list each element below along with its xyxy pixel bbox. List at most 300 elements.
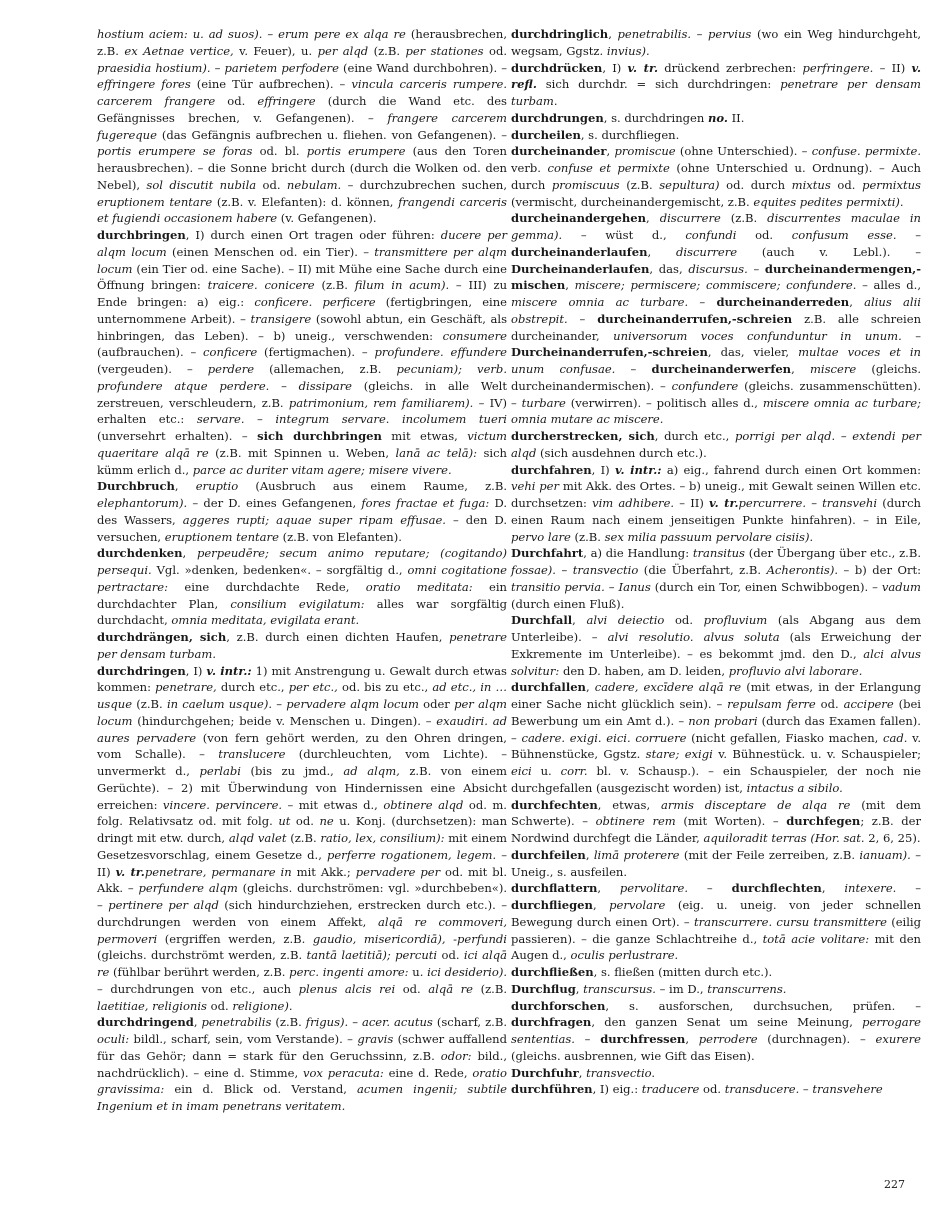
latin-text: obtinere alqd bbox=[383, 797, 464, 812]
latin-text: discurrere bbox=[675, 244, 738, 259]
german-text: – Uneig., s. ausfeilen. bbox=[511, 847, 921, 879]
latin-text: effringere bbox=[257, 94, 316, 108]
german-text: – IV) erhalten etc.: bbox=[97, 395, 507, 427]
dictionary-entry bbox=[511, 981, 921, 998]
latin-text: mixtus bbox=[791, 177, 831, 192]
latin-text: vehi per bbox=[511, 479, 560, 494]
latin-text: confuse. permixte. bbox=[811, 144, 921, 159]
latin-text: ut bbox=[278, 814, 291, 829]
headword: durchfeilen bbox=[511, 847, 586, 862]
dictionary-entry bbox=[511, 545, 921, 612]
dictionary-entry bbox=[97, 478, 507, 545]
german-text: , a) die Handlung: bbox=[583, 546, 693, 561]
latin-text: aggeres rupti; aquae super ripam effusae. bbox=[182, 512, 446, 527]
german-text: , bbox=[606, 144, 615, 159]
latin-text: confundere bbox=[671, 378, 739, 393]
german-text: , bbox=[608, 27, 618, 41]
headword: durchdringend bbox=[97, 1015, 194, 1030]
latin-text: sol discutit nubila bbox=[146, 177, 257, 192]
latin-text: alqā re commoveri, permoveri bbox=[97, 914, 507, 946]
latin-text: filum in acum). bbox=[354, 278, 450, 293]
latin-text: laetitiae, religionis bbox=[97, 998, 207, 1013]
german-text: sich durchdr. = sich durchdringen: bbox=[536, 77, 781, 92]
german-text: 1) mit Anstrengung u. Gewalt durch etwas kommen: bbox=[97, 663, 507, 695]
latin-text: vincere. pervincere. bbox=[162, 797, 283, 812]
latin-text: fores fractae et fuga: bbox=[361, 496, 490, 510]
headword: sich durchbringen bbox=[257, 429, 382, 443]
latin-text: transcursus. bbox=[583, 981, 656, 996]
latin-text: transmittere per alqm locum bbox=[97, 244, 507, 276]
latin-text: in caelum usque). – pervadere alqm locum bbox=[166, 697, 419, 711]
headword: durchdrungen bbox=[511, 110, 604, 125]
german-text: , s. durchdringen bbox=[603, 110, 708, 125]
headword: v. intr.: bbox=[206, 663, 252, 678]
german-text: od. bbox=[664, 613, 704, 628]
german-text: , bbox=[646, 211, 660, 226]
german-text: u. bbox=[408, 965, 428, 979]
latin-text: discurrentes maculae in gemma). bbox=[511, 211, 921, 242]
latin-text: corr. bbox=[560, 764, 588, 778]
latin-text: servare. – integrum servare. incolumem tueri bbox=[196, 412, 507, 427]
latin-text: perrogare sententias. bbox=[511, 1015, 921, 1046]
german-text: od. bbox=[699, 1082, 725, 1097]
german-text: (ohne Unterschied u. Ordnung). – Auch durch bbox=[511, 161, 921, 192]
latin-text: non probari bbox=[688, 713, 758, 728]
german-text: (scharf, z.B. bbox=[432, 1015, 507, 1030]
latin-text: frigus). – acer. acutus bbox=[305, 1015, 433, 1030]
latin-text: perdere bbox=[207, 362, 255, 376]
headword: durchführen bbox=[511, 1082, 593, 1097]
dictionary-entry bbox=[511, 110, 921, 127]
german-text: , s. fließen (mitten durch etc.). bbox=[593, 965, 773, 979]
german-text: od. durch bbox=[719, 177, 792, 192]
headword: durchfechten bbox=[511, 797, 598, 812]
latin-text: stare; exigi bbox=[645, 747, 713, 762]
german-text: (das Gefängnis aufbrechen u. fliehen. von Gefangenen). – bbox=[156, 127, 507, 142]
german-text: , s. durchfliegen. bbox=[580, 127, 680, 142]
latin-text: ici desiderio). bbox=[427, 965, 508, 979]
latin-text: ratio, lex, consilium): bbox=[320, 831, 445, 845]
german-text: od. m. folg. Relativsatz od. mit folg. bbox=[97, 797, 507, 829]
latin-text: odor: bbox=[440, 1048, 472, 1063]
german-text: (unversehrt erhalten). – bbox=[97, 429, 258, 443]
latin-text: oculis perlustrare. bbox=[570, 948, 679, 963]
german-text: (verwirren). – politisch alles d., bbox=[565, 395, 763, 410]
latin-text: equites pedites permixti). bbox=[753, 194, 904, 209]
german-text: , bbox=[597, 881, 620, 896]
german-text: bildl., scharf, sein, vom Verstande). – bbox=[129, 1032, 358, 1046]
german-text: – durchdrungen von etc., auch bbox=[97, 981, 299, 996]
german-text: , I) eig.: bbox=[592, 1082, 642, 1097]
latin-text: effringere fores bbox=[97, 77, 191, 92]
latin-text: gaudio, misericordiā), -perfundi bbox=[312, 931, 507, 946]
german-text: , I) bbox=[602, 60, 628, 75]
german-text: II. bbox=[727, 110, 745, 125]
german-text: a) eig., fahrend durch einen Ort kommen: bbox=[661, 462, 921, 477]
latin-text: perpeudēre; secum animo reputare; (cogitando) persequi. bbox=[97, 546, 508, 577]
latin-text: religione). bbox=[232, 998, 293, 1013]
headword: v. tr. bbox=[627, 60, 659, 75]
german-text: – alles d., bbox=[856, 278, 921, 293]
dictionary-entry bbox=[511, 1065, 921, 1082]
latin-text: transvectio. bbox=[586, 1065, 656, 1080]
german-text: , s. ausforschen, durchsuchen, prüfen. – bbox=[605, 998, 921, 1013]
german-text: verb. bbox=[511, 161, 548, 175]
german-text: u. Konj. (durchsetzen): man dringt mit etw. durch, bbox=[97, 814, 508, 845]
german-text: (eine Tür aufbrechen). – bbox=[190, 77, 352, 92]
latin-text: per etc., bbox=[288, 680, 338, 695]
german-text: (hindurchgehen; beide v. Menschen u. Dingen). – bbox=[132, 713, 437, 728]
headword: durchfressen bbox=[600, 1032, 686, 1046]
german-text: – II) bbox=[674, 496, 710, 510]
latin-text: cadere, excīdere alqā re bbox=[594, 680, 742, 695]
german-text: od. bbox=[815, 697, 844, 711]
latin-text: gravis bbox=[357, 1032, 394, 1046]
german-text: (auch v. Lebl.). – bbox=[737, 244, 921, 259]
german-text: ein d. Blick od. Verstand, bbox=[164, 1082, 358, 1097]
german-text: (durch die Wand etc. des Gefängnisses brechen, v. Gefangenen). – bbox=[97, 94, 507, 125]
german-text: od. bbox=[290, 814, 320, 829]
latin-text: elephantorum). bbox=[97, 496, 188, 510]
dictionary-entry bbox=[511, 847, 921, 881]
german-text: bl. v. Schausp.). – ein Schauspieler, der noch nie durchgefallen (ausgezischt worden) ist, bbox=[511, 764, 921, 795]
german-text: mit einem Gesetzesvorschlag, einem Gesetze d., bbox=[97, 831, 507, 862]
german-text: – bbox=[896, 881, 921, 896]
latin-text: portis erumpere se foras bbox=[97, 144, 253, 159]
german-text: – bbox=[615, 362, 652, 376]
headword: durcheinanderlaufen bbox=[511, 244, 648, 259]
latin-text: miscere bbox=[809, 362, 857, 376]
german-text: (wo ein Weg hindurchgeht, wegsam, Ggstz. bbox=[511, 27, 921, 58]
german-text: 2, 6, 25). bbox=[864, 831, 921, 845]
german-text: – II) bbox=[873, 60, 912, 75]
german-text: – bbox=[574, 1032, 601, 1046]
dictionary-entry bbox=[511, 428, 921, 462]
latin-text: conficere. perficere bbox=[254, 295, 376, 309]
german-text: (als Erweichung der Exkremente im Unterleibe). – es bekommt jmd. den D., bbox=[511, 630, 921, 661]
latin-text: percurrere. – transvehi bbox=[738, 496, 878, 510]
page-number: 227 bbox=[884, 1178, 905, 1191]
latin-text: ici alqā re bbox=[97, 948, 507, 979]
german-text: eine d. Rede, bbox=[383, 1065, 473, 1080]
dictionary-entry bbox=[97, 227, 507, 478]
headword: durchdrücken bbox=[511, 60, 603, 75]
latin-text: transvehere bbox=[812, 1082, 883, 1097]
latin-text: acumen ingenii; subtile Ingenium et in imam penetrans veritatem. bbox=[97, 1082, 508, 1113]
german-text: ein durchdachter Plan, bbox=[97, 579, 507, 611]
headword: durchdrängen, sich bbox=[97, 630, 227, 644]
latin-text: patrimonium, rem familiarem). bbox=[288, 395, 474, 410]
latin-text: fossae). – transvectio bbox=[511, 563, 639, 577]
german-text: (gleichs. zusammenschütten). – bbox=[511, 378, 922, 410]
latin-text: alqā re bbox=[428, 981, 474, 996]
german-text: , I) durch einen Ort tragen oder führen: bbox=[185, 228, 441, 242]
german-text: – bbox=[901, 328, 921, 343]
headword: durchfließen bbox=[511, 965, 594, 979]
german-text: (ergriffen werden, z.B. bbox=[157, 931, 313, 946]
german-text: (z.B. bbox=[720, 211, 768, 226]
dictionary-entry bbox=[511, 26, 921, 60]
german-text: v. Feuer), u. bbox=[233, 43, 318, 58]
latin-text: alvi deiectio bbox=[586, 613, 665, 628]
german-text: drückend zerbrechen: bbox=[658, 60, 803, 75]
latin-text: vox peracuta: bbox=[302, 1065, 384, 1080]
latin-text: pecuniam); verb. profundere atque perdere. – dissipare bbox=[97, 362, 507, 393]
latin-text: promiscue bbox=[614, 144, 676, 159]
german-text: (nicht gefallen, Fiasko machen, bbox=[686, 730, 884, 745]
headword: durchdenken bbox=[97, 546, 183, 561]
latin-text: penetrabilis bbox=[201, 1015, 272, 1030]
dictionary-entry bbox=[97, 663, 507, 1015]
german-text: (durch das Examen fallen). – bbox=[511, 713, 921, 745]
latin-text: transitus bbox=[692, 546, 745, 561]
german-text: , durch etc., bbox=[654, 429, 735, 443]
headword: durchfragen bbox=[511, 1015, 592, 1030]
german-text: , bbox=[193, 1015, 202, 1030]
latin-text: turbare bbox=[521, 395, 566, 410]
german-text: , etwas, bbox=[597, 797, 661, 812]
dictionary-entry bbox=[511, 143, 921, 210]
german-text: (vermischt, durcheinandergemischt, z.B. bbox=[511, 194, 754, 209]
german-text: od. bbox=[437, 948, 464, 963]
german-text: (gleichs. durcheinandermischen). – bbox=[511, 362, 922, 393]
latin-text: omnia meditata, evigilata erant. bbox=[171, 613, 360, 628]
dictionary-entry bbox=[97, 545, 507, 629]
german-text: (eilig passieren). – die ganze Schlachtreihe d., bbox=[511, 914, 922, 946]
german-text: oder bbox=[418, 697, 455, 711]
latin-text: Acherontis). bbox=[766, 563, 839, 577]
german-text: (einen Menschen od. ein Tier). – bbox=[166, 244, 375, 259]
german-text: (z.B. bbox=[619, 177, 660, 192]
latin-text: per stationes bbox=[405, 43, 484, 58]
headword: Durchbruch bbox=[97, 479, 175, 494]
latin-text: profluvio alvi laborare. bbox=[728, 663, 863, 678]
german-text: (sich ausdehnen durch etc.). bbox=[536, 445, 707, 460]
dictionary-entry bbox=[511, 210, 921, 428]
dictionary-entry bbox=[511, 60, 921, 110]
latin-text: universorum voces confunduntur in unum. bbox=[613, 328, 902, 343]
german-text: (eine Wand durchbohren). – bbox=[338, 60, 507, 75]
german-text: , bbox=[578, 1065, 587, 1080]
latin-text: frangendi carceris et fugiendi occasionem habere bbox=[97, 194, 507, 226]
german-text: ; z.B. der Nordwind durchfegt die Länder, bbox=[511, 814, 921, 845]
german-text: , bbox=[182, 546, 197, 561]
german-text: (mit Worten). – bbox=[675, 814, 787, 829]
german-text: , I) bbox=[185, 663, 207, 678]
latin-text: oratio meditata: bbox=[365, 579, 473, 594]
german-text: (allemachen, z.B. bbox=[254, 362, 397, 376]
latin-text: invius). bbox=[606, 43, 650, 58]
latin-text: ducere per alqm locum bbox=[97, 228, 507, 259]
latin-text: intactus a sibilo. bbox=[746, 780, 843, 795]
german-text: (z.B. bbox=[286, 831, 321, 845]
headword: Durchfuhr bbox=[511, 1065, 579, 1080]
german-text: – bbox=[896, 228, 921, 242]
german-text: (gleichs. durchströmen: vgl. »durchbeben«). – bbox=[97, 881, 507, 912]
latin-text: sex milia passuum pervolare cisiis). bbox=[604, 529, 814, 544]
dictionary-entry bbox=[97, 1014, 507, 1115]
latin-text: vim adhibere. bbox=[592, 496, 675, 510]
german-text: – b) der Ort: bbox=[838, 563, 921, 577]
latin-text: per alqm locum bbox=[97, 697, 507, 728]
latin-text: nebulam. bbox=[286, 177, 342, 192]
latin-text: cadere. exigi. eici. corruere bbox=[521, 730, 687, 745]
german-text: (herausbrechen, z.B. bbox=[97, 27, 507, 58]
german-text: (vergeuden). – bbox=[97, 362, 208, 376]
german-text: (von fern gehört werden, zu den Ohren dringen, vom Schalle). – bbox=[97, 730, 507, 762]
german-text: , bbox=[791, 362, 810, 376]
german-text: , bbox=[585, 680, 595, 695]
german-text: durch etc., bbox=[216, 680, 289, 695]
german-text: u. bbox=[531, 764, 561, 778]
german-text: od. bbox=[395, 981, 429, 996]
latin-text: perrodere bbox=[698, 1032, 758, 1046]
german-text: (z.B. bbox=[271, 1015, 306, 1030]
german-text: (gleichs. ausbrennen, wie Gift das Eisen). bbox=[511, 1048, 755, 1063]
latin-text: permixtus bbox=[862, 177, 921, 192]
latin-text: vadum bbox=[881, 579, 921, 594]
latin-text: sepultura) bbox=[659, 177, 720, 192]
latin-text: repulsam ferre bbox=[727, 697, 816, 711]
latin-text: pervolare bbox=[609, 898, 666, 912]
german-text: , bbox=[821, 881, 845, 896]
latin-text: transcurrens. bbox=[707, 981, 787, 996]
right-column bbox=[511, 26, 921, 1098]
latin-text: confundi bbox=[685, 228, 737, 242]
headword: durchflechten bbox=[731, 881, 822, 896]
german-text: (z.B. mit Spinnen u. Weben, bbox=[208, 445, 396, 460]
german-text: , bbox=[592, 898, 610, 912]
german-text: (als Abgang aus dem Unterleibe). – bbox=[511, 613, 921, 644]
dictionary-entry bbox=[511, 797, 921, 847]
german-text: (durchleuchten, vom Lichte). – unvermerkt d., bbox=[97, 747, 507, 778]
headword: Durchflug bbox=[511, 981, 576, 996]
latin-text: perfringere. bbox=[802, 60, 874, 75]
dictionary-entry bbox=[511, 462, 921, 546]
german-text: od. bbox=[256, 177, 287, 192]
latin-text: accipere bbox=[843, 697, 894, 711]
headword: durchfallen bbox=[511, 680, 586, 695]
latin-text: ad alqm, bbox=[343, 764, 400, 778]
german-text: (sowohl abtun, ein Geschäft, als hinbringen, das Leben). – b) uneig., verschwenden: bbox=[97, 311, 508, 343]
german-text: (gleichs. in alle Welt zerstreuen, verschleudern, z.B. bbox=[97, 378, 508, 410]
dictionary-entry bbox=[511, 880, 921, 964]
headword: v. tr. bbox=[709, 496, 739, 510]
dictionary-entry bbox=[97, 26, 507, 227]
german-text: – bbox=[799, 1082, 813, 1097]
german-text: (fertigbringen, eine unternommene Arbeit). – bbox=[97, 295, 507, 326]
latin-text: pervolitare. bbox=[619, 881, 689, 896]
latin-text: hostium aciem: u. ad suos). – erum pere ex alqa re bbox=[97, 27, 406, 41]
latin-text: eruptio bbox=[195, 479, 239, 494]
german-text: (z.B. bbox=[314, 278, 355, 293]
latin-text: praesidia hostium). – parietem perfodere bbox=[97, 60, 339, 75]
latin-text: ne bbox=[319, 814, 334, 829]
german-text: bild., nachdrücklich). – eine d. Stimme, bbox=[97, 1048, 507, 1080]
german-text: alles war sorgfältig durchdacht, bbox=[97, 596, 508, 628]
german-text: od. bbox=[830, 177, 863, 192]
latin-text: penetrare, bbox=[155, 680, 217, 695]
german-text: , das, vieler, bbox=[707, 345, 799, 360]
german-text: Vgl. »denken, bedenken«. – sorgfältig d., bbox=[151, 563, 408, 577]
german-text: (ohne Unterschied). – bbox=[675, 144, 812, 159]
latin-text: perfundere alqm bbox=[138, 881, 238, 896]
headword: v. tr. bbox=[115, 864, 145, 879]
latin-text: limā proterere bbox=[593, 847, 680, 862]
dictionary-entry bbox=[511, 964, 921, 981]
german-text: , bbox=[685, 1032, 699, 1046]
latin-text: translucere bbox=[218, 747, 286, 762]
german-text: , bbox=[565, 278, 575, 293]
german-text: od. bbox=[206, 998, 233, 1013]
german-text: (mit dem Schwerte). – bbox=[511, 797, 922, 829]
latin-text: consumere bbox=[442, 328, 507, 343]
german-text: sich kümm erlich d., bbox=[97, 445, 507, 477]
german-text: – den D. versuchen, bbox=[97, 512, 507, 544]
german-text: (die Überfahrt, z.B. bbox=[638, 563, 767, 577]
latin-text: pervo lare bbox=[511, 529, 571, 544]
latin-text: porrigi per alqd. – extendi per alqd bbox=[511, 429, 921, 460]
latin-text: discursus. bbox=[688, 261, 748, 276]
headword: v. refl. bbox=[511, 60, 922, 92]
headword: durchfliegen bbox=[511, 898, 593, 912]
german-text: , bbox=[585, 847, 594, 862]
latin-text: totā acie volitare: bbox=[762, 931, 870, 946]
dictionary-entry bbox=[97, 629, 507, 663]
latin-text: parce ac duriter vitam agere; misere vivere. bbox=[192, 462, 452, 477]
latin-text: consilium evigilatum: bbox=[230, 596, 365, 611]
german-text: z.B. alle schreien durcheinander, bbox=[511, 311, 922, 343]
latin-text: eruptionem tentare bbox=[164, 529, 279, 544]
latin-text: confusum esse. bbox=[791, 228, 897, 242]
german-text: (mit etwas, in der Erlangung einer Sache nicht glücklich sein). – bbox=[511, 680, 921, 711]
german-text: – bbox=[567, 311, 598, 326]
latin-text: transigere bbox=[250, 311, 312, 326]
german-text: mit Akk. des Ortes. – b) uneig., mit Gewalt seinen Willen etc. durchsetzen: bbox=[511, 479, 921, 510]
german-text: (z.B. von Elefanten). bbox=[278, 529, 402, 544]
german-text: (der Übergang über etc., z.B. bbox=[744, 546, 921, 561]
headword: durchfegen bbox=[786, 814, 861, 829]
german-text: – bbox=[688, 295, 717, 309]
latin-text: penetrare per densam turbam. bbox=[511, 77, 921, 108]
latin-text: multae voces et in unum confusae. bbox=[511, 345, 921, 376]
latin-text: ianuam). bbox=[859, 847, 911, 862]
german-text: (gleichs. durchströmt werden, z.B. bbox=[97, 948, 307, 963]
latin-text: oculi: bbox=[97, 1032, 130, 1046]
latin-text: miscere omnia ac turbare. bbox=[511, 295, 689, 309]
german-text: (aus den Toren herausbrechen). – die Sonne bricht durch (durch die Wolken od. den Nebel), bbox=[97, 144, 507, 192]
german-text: – im D., bbox=[655, 981, 708, 996]
german-text: (mit der Feile zerreiben, z.B. bbox=[679, 847, 860, 862]
german-text: , bbox=[174, 479, 196, 494]
latin-text: per alqd bbox=[317, 43, 369, 58]
latin-text: portis erumpere bbox=[306, 144, 406, 159]
german-text: – der D. eines Gefangenen, bbox=[187, 496, 362, 510]
german-text: D. des Wassers, bbox=[97, 496, 507, 527]
german-text: – bbox=[688, 881, 732, 896]
german-text: (bis zu jmd., bbox=[240, 764, 344, 778]
dictionary-entry bbox=[511, 998, 921, 1065]
headword: v. intr.: bbox=[614, 462, 662, 477]
german-text: (durchnagen). – bbox=[757, 1032, 876, 1046]
latin-text: alci alvus solvitur: bbox=[511, 646, 921, 678]
german-text: – mit etwas d., bbox=[282, 797, 384, 812]
latin-text: traicere. conicere bbox=[207, 278, 315, 293]
latin-text: confuse et permixte bbox=[547, 161, 670, 175]
german-text: (z.B. bbox=[132, 697, 167, 711]
latin-text: eruptionem tentare bbox=[97, 194, 213, 209]
headword: durcheinander bbox=[511, 144, 607, 159]
